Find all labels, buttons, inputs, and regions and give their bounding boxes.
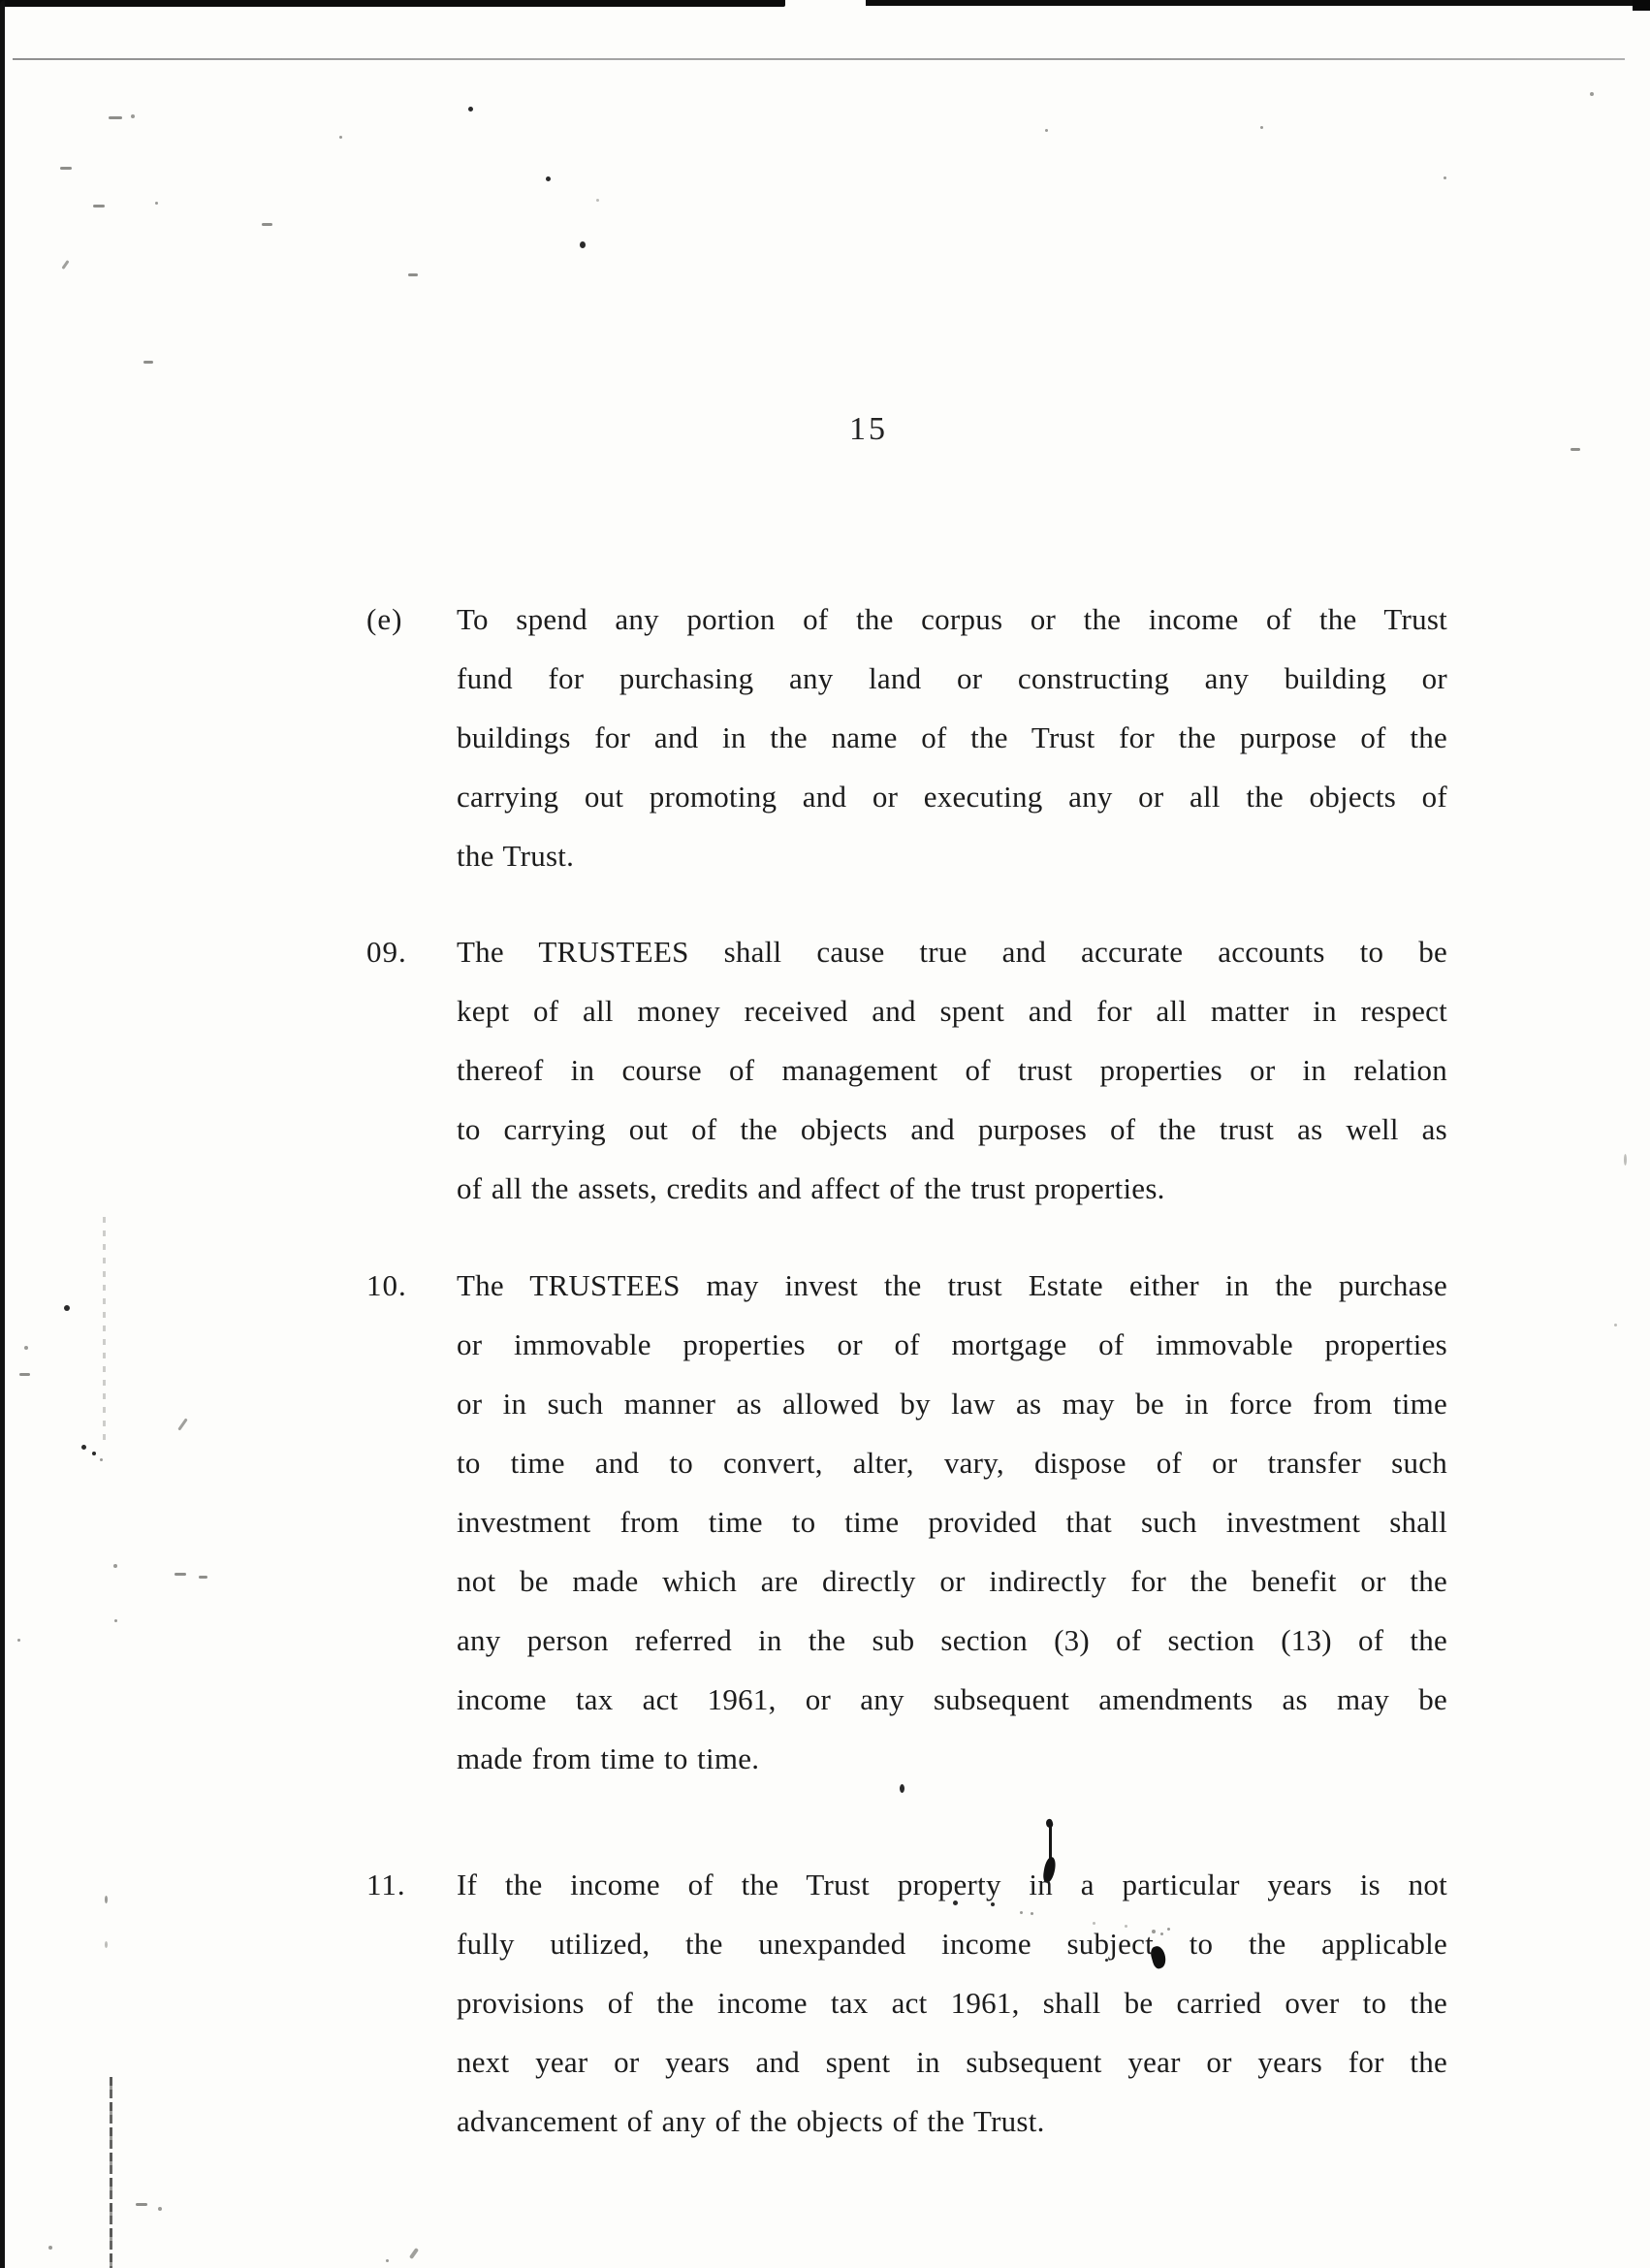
speckle-artifact: [580, 241, 586, 248]
text-line: fund for purchasing any land or constructing any building or: [457, 661, 1447, 695]
speckle-artifact: [468, 107, 473, 112]
page-number: 15: [849, 411, 888, 447]
speckle-artifact: [1444, 176, 1446, 179]
speckle-artifact: [60, 167, 72, 170]
speckle-artifact: [143, 361, 153, 364]
speckle-artifact: [1260, 126, 1263, 129]
text-line: income tax act 1961, or any subsequent amendments as may be: [457, 1682, 1447, 1716]
speckle-artifact: [199, 1576, 207, 1579]
clause-label: 09.: [366, 935, 407, 969]
clause-label: 11.: [366, 1868, 406, 1901]
horizontal-rule-artifact: [13, 58, 1625, 60]
clause-text: [457, 1855, 1447, 2151]
speckle-artifact: [105, 1941, 108, 1948]
text-line: to time and to convert, alter, vary, dispose of or transfer such: [457, 1446, 1447, 1480]
speckle-artifact: [109, 116, 122, 119]
speckle-artifact: [136, 2203, 147, 2206]
speckle-artifact: [64, 1305, 70, 1311]
speckle-artifact: [158, 2207, 162, 2211]
scanner-edge-left: [0, 0, 5, 2268]
speckle-artifact: [19, 1373, 30, 1376]
speckle-artifact: [105, 1896, 108, 1903]
speckle-artifact: [409, 2248, 419, 2259]
text-line: The TRUSTEES shall cause true and accurate accounts to be: [457, 935, 1447, 969]
text-line: advancement of any of the objects of the Trust.: [457, 2104, 1045, 2138]
clause-10: [366, 1256, 1447, 1788]
speckle-artifact: [386, 2259, 389, 2262]
speckle-artifact: [114, 1619, 117, 1622]
text-line: The TRUSTEES may invest the trust Estate either in the purchase: [457, 1268, 1447, 1302]
clause-label: (e): [366, 602, 403, 636]
clause-text: [457, 590, 1447, 885]
text-line: the Trust.: [457, 839, 575, 873]
clause-label: 10.: [366, 1268, 407, 1302]
text-line: provisions of the income tax act 1961, shall be carried over to the: [457, 1986, 1447, 2020]
speckle-artifact: [61, 260, 69, 270]
text-line: of all the assets, credits and affect of the trust properties.: [457, 1171, 1165, 1205]
text-line: not be made which are directly or indirectly for the benefit or the: [457, 1564, 1447, 1598]
clause-11: [366, 1855, 1447, 2151]
speckle-artifact: [100, 1458, 103, 1461]
text-line: any person referred in the sub section (3) of section (13) of the: [457, 1623, 1447, 1657]
text-line: next year or years and spent in subsequent year or years for the: [457, 2045, 1447, 2079]
speckle-artifact: [408, 273, 418, 276]
speckle-artifact: [81, 1445, 86, 1450]
speckle-artifact: [48, 2246, 52, 2250]
clause-e: [366, 590, 1447, 885]
clause-text: [457, 922, 1447, 1218]
speckle-artifact: [24, 1346, 28, 1350]
speckle-artifact: [1614, 1324, 1617, 1326]
scanner-edge-top-right: [866, 0, 1650, 6]
speckle-artifact: [155, 202, 158, 205]
speckle-artifact: [1571, 448, 1580, 451]
speckle-artifact: [1624, 1154, 1627, 1166]
scanner-edge-top-left: [0, 0, 785, 7]
speckle-artifact: [546, 176, 551, 181]
scan-streak-artifact: [110, 2077, 112, 2268]
text-line: to carrying out of the objects and purposes of the trust as well as: [457, 1112, 1447, 1146]
text-line: carrying out promoting and or executing any or all the objects of: [457, 780, 1447, 814]
speckle-artifact: [92, 1452, 96, 1455]
speckle-artifact: [1045, 129, 1048, 132]
text-line: thereof in course of management of trust properties or in relation: [457, 1053, 1447, 1087]
speckle-artifact: [113, 1564, 117, 1568]
text-line: kept of all money received and spent and for all matter in respect: [457, 994, 1447, 1028]
speckle-artifact: [596, 199, 599, 202]
text-line: or in such manner as allowed by law as may be in force from time: [457, 1387, 1447, 1421]
clause-09: [366, 922, 1447, 1218]
speckle-artifact: [93, 205, 105, 208]
scanner-edge-corner: [1633, 0, 1650, 11]
text-line: or immovable properties or of mortgage of immovable properties: [457, 1327, 1447, 1361]
text-line: investment from time to time provided that such investment shall: [457, 1505, 1447, 1539]
text-line: To spend any portion of the corpus or the income of the Trust: [457, 602, 1447, 636]
scan-streak-artifact: [103, 1217, 106, 1448]
speckle-artifact: [131, 114, 135, 118]
speckle-artifact: [177, 1418, 187, 1430]
clause-text: [457, 1256, 1447, 1788]
speckle-artifact: [1590, 92, 1594, 96]
text-line: fully utilized, the unexpanded income subject to the applicable: [457, 1927, 1447, 1961]
text-line: made from time to time.: [457, 1741, 760, 1775]
speckle-artifact: [339, 136, 342, 139]
speckle-artifact: [175, 1573, 186, 1576]
text-line: If the income of the Trust property in a particular years is not: [457, 1868, 1447, 1901]
speckle-artifact: [17, 1639, 20, 1642]
text-line: buildings for and in the name of the Trust for the purpose of the: [457, 720, 1447, 754]
speckle-artifact: [262, 223, 272, 226]
